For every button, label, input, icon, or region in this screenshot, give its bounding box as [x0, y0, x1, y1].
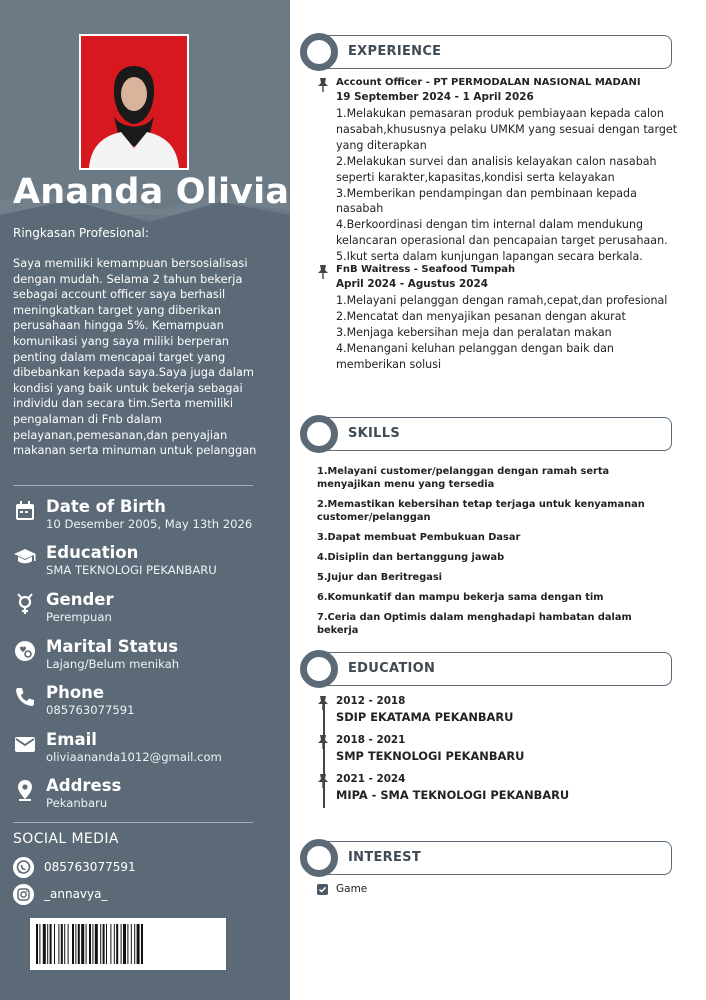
skills-heading: SKILLS — [348, 426, 401, 441]
info-value: Pekanbaru — [46, 796, 108, 810]
location-pin-icon — [13, 778, 37, 802]
education-years: 2018 - 2021 — [336, 734, 406, 746]
info-label: Gender — [46, 590, 114, 609]
skill-item: 7.Ceria dan Optimis dalam menghadapi hambatan dalam bekerja — [317, 612, 632, 636]
skill-item: 6.Komunkatif dan mampu bekerja sama dengan tim — [317, 592, 604, 603]
section-header-circle — [300, 650, 338, 688]
social-instagram[interactable] — [13, 884, 263, 906]
social-whatsapp[interactable] — [13, 857, 263, 879]
education-section-header — [300, 650, 674, 688]
summary-text: Saya memiliki kemampuan bersosialisasi dengan mudah. Selama 2 tahun bekerja sebagai account officer saya berhasil meningkatkan target yang diberikan perusahaan hingga 5%. Kemampuan komunikasi yang saya miliki berperan penting dalam mencapai target yang dibebankan kepada saya.Saya juga dalam kondisi yang baik untuk bekerja sebagai individu dan secara tim.Serta memiliki pengalaman di Fnb dalam pelayanan,pemesanan,dan penyajian makanan serta minuman untuk pelanggan — [13, 256, 257, 458]
marital-status-icon — [13, 639, 37, 663]
job-title: FnB Waitress - Seafood Tumpah — [336, 264, 516, 275]
interest-label: Game — [336, 883, 368, 895]
gender-icon — [13, 592, 37, 616]
info-value: 085763077591 — [46, 703, 135, 717]
whatsapp-icon — [13, 857, 34, 878]
pushpin-icon — [317, 78, 329, 92]
job-duties — [336, 293, 681, 373]
job-duty: 1.Melayani pelanggan dengan ramah,cepat,dan profesional — [336, 294, 668, 307]
section-header-circle — [300, 839, 338, 877]
job-duty: 2.Mencatat dan menyajikan pesanan dengan akurat — [336, 309, 626, 323]
job-duty: 1.Melakukan pemasaran produk pembiayaan kepada calon nasabah,khususnya pelaku UMKM yang sesuai dengan target yang diterapkan — [336, 107, 678, 152]
job-duty: 2.Melakukan survei dan analisis kelayakan calon nasabah seperti karakter,kapasitas,kondisi serta kelayakan — [336, 154, 657, 184]
job-duty: 3.Memberikan pendampingan dan pembinaan kepada nasabah — [336, 186, 637, 216]
experience-section-header — [300, 33, 674, 71]
skill-item: 3.Dapat membuat Pembukuan Dasar — [317, 532, 521, 543]
job-duties — [336, 106, 681, 265]
whatsapp-number: 085763077591 — [44, 860, 136, 874]
job-date: April 2024 - Agustus 2024 — [336, 278, 488, 290]
email-icon — [13, 732, 37, 756]
info-label: Email — [46, 730, 97, 749]
skill-item: 4.Disiplin dan bertanggung jawab — [317, 552, 505, 563]
info-label: Marital Status — [46, 637, 179, 656]
education-heading: EDUCATION — [348, 661, 436, 676]
skill-item: 5.Jujur dan Beritregasi — [317, 572, 443, 583]
education-years: 2021 - 2024 — [336, 773, 406, 785]
instagram-handle: _annavya_ — [44, 887, 108, 901]
info-value: SMA TEKNOLOGI PEKANBARU — [46, 563, 217, 577]
sidebar-divider — [13, 822, 253, 823]
skills-list — [317, 465, 662, 644]
skill-item: 1.Melayani customer/pelanggan dengan ramah serta menyajikan menu yang tersedia — [317, 466, 610, 490]
info-value: oliviaananda1012@gmail.com — [46, 750, 222, 764]
sidebar-divider — [13, 485, 253, 486]
education-school: MIPA - SMA TEKNOLOGI PEKANBARU — [336, 788, 570, 802]
skill-item: 2.Memastikan kebersihan tetap terjaga untuk kenyamanan customer/pelanggan — [317, 499, 645, 523]
job-date: 19 September 2024 - 1 April 2026 — [336, 91, 534, 103]
social-media-heading: SOCIAL MEDIA — [13, 831, 119, 847]
profile-photo — [79, 34, 189, 170]
section-header-circle — [300, 33, 338, 71]
job-duty: 4.Berkoordinasi dengan tim internal dalam mendukung kelancaran operasional dan pencapaian target perusahaan. — [336, 218, 668, 248]
info-label: Address — [46, 776, 122, 795]
education-timeline-line — [323, 700, 325, 808]
info-label: Education — [46, 543, 139, 562]
section-header-circle — [300, 415, 338, 453]
info-label: Phone — [46, 683, 105, 702]
experience-heading: EXPERIENCE — [348, 44, 442, 59]
barcode — [30, 918, 226, 970]
pushpin-icon — [317, 774, 329, 788]
interest-section-header — [300, 839, 674, 877]
interest-heading: INTEREST — [348, 850, 421, 865]
graduation-cap-icon — [13, 545, 37, 569]
education-school: SMP TEKNOLOGI PEKANBARU — [336, 749, 525, 763]
job-duty: 4.Menangani keluhan pelanggan dengan baik dan memberikan solusi — [336, 341, 614, 371]
job-duty: 5.Ikut serta dalam kunjungan lapangan secara berkala. — [336, 250, 643, 264]
person-portrait-icon — [81, 36, 187, 168]
education-school: SDIP EKATAMA PEKANBARU — [336, 710, 514, 724]
education-years: 2012 - 2018 — [336, 695, 406, 707]
info-value: Perempuan — [46, 610, 112, 624]
interest-item — [317, 883, 517, 897]
profile-name: Ananda Olivia — [13, 172, 290, 212]
info-value: Lajang/Belum menikah — [46, 657, 180, 671]
job-duty: 3.Menjaga kebersihan meja dan peralatan makan — [336, 325, 612, 339]
info-value: 10 Desember 2005, May 13th 2026 — [46, 517, 253, 531]
summary-heading: Ringkasan Profesional: — [13, 226, 149, 240]
pushpin-icon — [317, 696, 329, 710]
info-label: Date of Birth — [46, 497, 166, 516]
sidebar — [0, 0, 290, 1000]
phone-icon — [13, 685, 37, 709]
checkbox-checked-icon — [317, 884, 328, 895]
pushpin-icon — [317, 735, 329, 749]
calendar-icon — [13, 499, 37, 523]
instagram-icon — [13, 884, 34, 905]
job-title: Account Officer - PT PERMODALAN NASIONAL MADANI — [336, 77, 641, 88]
skills-section-header — [300, 415, 674, 453]
pushpin-icon — [317, 265, 329, 279]
